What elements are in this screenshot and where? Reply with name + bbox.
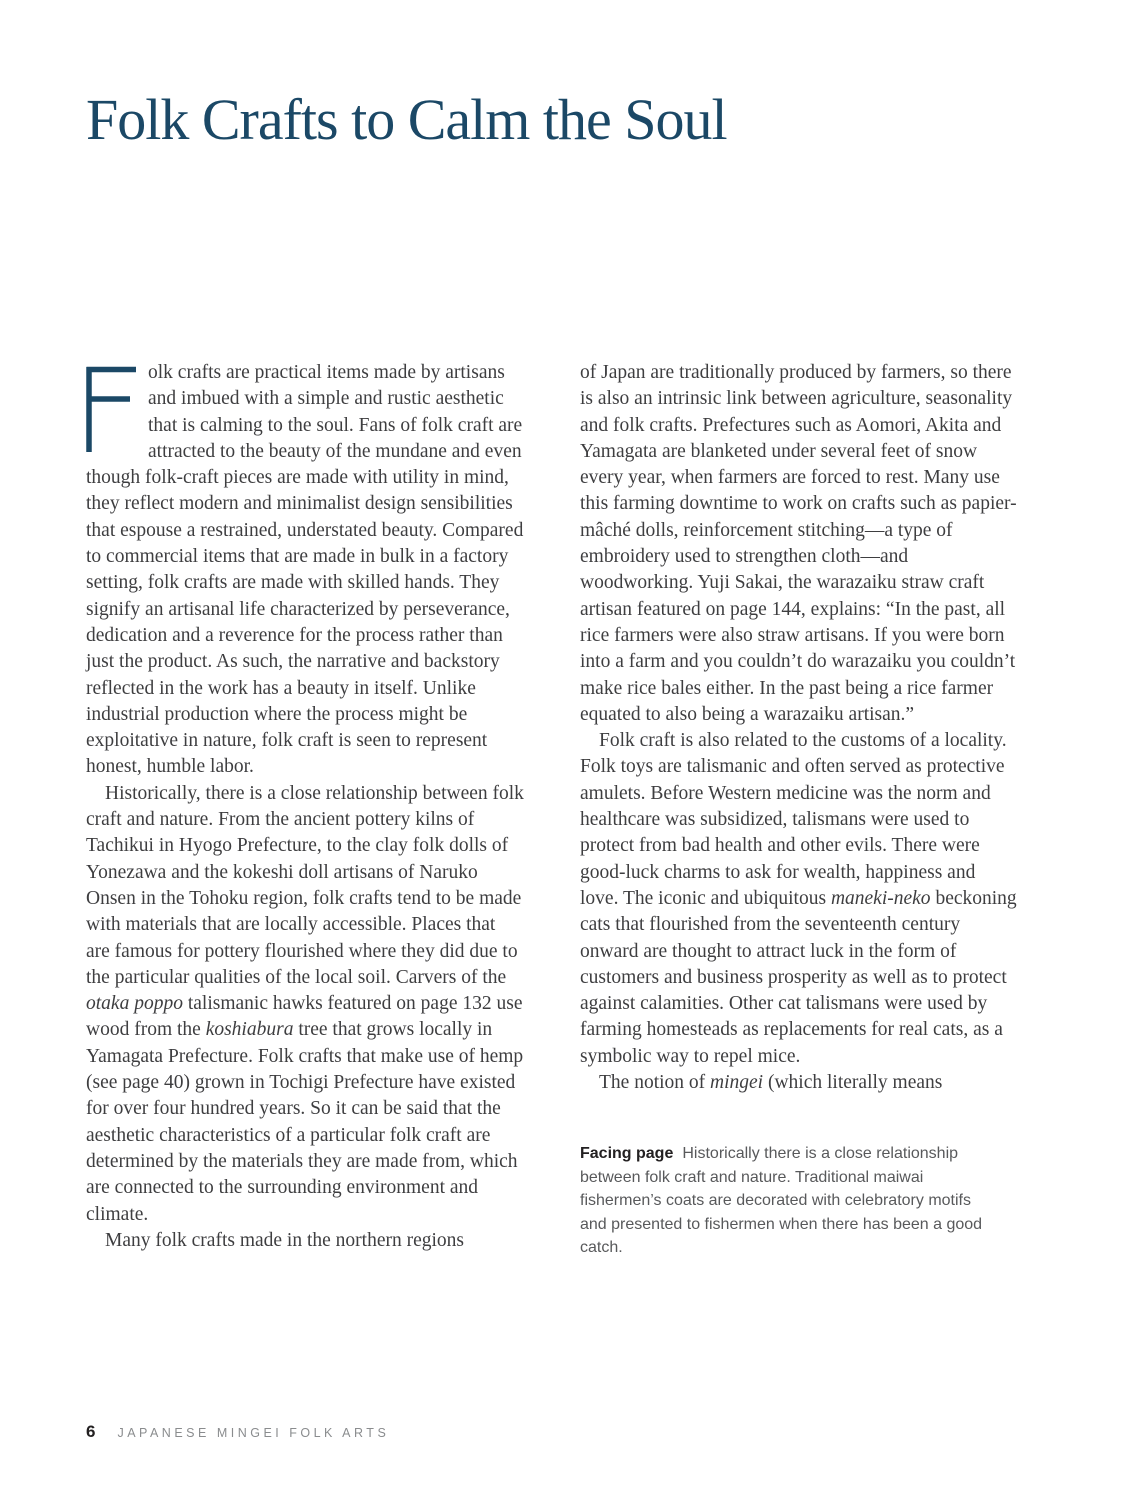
body-paragraph xyxy=(580,1070,1018,1096)
body-paragraph xyxy=(580,728,1018,1070)
text-segment: The notion of xyxy=(599,1072,711,1094)
caption-text: Historically there is a close relationship between folk craft and nature. Traditional maiwai fishermen’s coats are decorated with celebratory motifs and presented to fishermen when there has been a good catch. xyxy=(580,1145,983,1257)
text-segment: (which literally means xyxy=(763,1072,943,1094)
text-segment: beckoning cats that flourished from the seventeenth century onward are thought to attract luck in the form of customers and business prosperity as well as to protect against calamities. Other cat talismans were used by farming homesteads as replacements for real cats, as a symbolic way to repel mice. xyxy=(580,887,1017,1067)
text-segment: Folk craft is also related to the customs of a locality. Folk toys are talismanic and often served as protective amulets. Before Western medicine was the norm and healthcare was subsidized, talismans were used to protect from bad health and other evils. There were good-luck charms to ask for wealth, happiness and love. The iconic and ubiquitous xyxy=(580,730,1007,909)
text-segment: Historically, there is a close relationship between folk craft and nature. From the ancient pottery kilns of Tachikui in Hyogo Prefecture, to the clay folk dolls of Yonezawa and the kokeshi doll artisans of Naruko Onsen in the Tohoku region, folk crafts tend to be made with materials that are locally accessible. Places that are famous for pottery flourished where they did due to the particular qualities of the local soil. Carvers of the xyxy=(86,782,524,988)
text-segment: talismanic hawks featured on page 132 use wood from the xyxy=(86,993,523,1041)
text-segment: tree that grows locally in Yamagata Prefecture. Folk crafts that make use of hemp (see page 40) grown in Tochigi Prefecture have existed for over four hundred years. So it can be said that the aesthetic characteristics of a particular folk craft are determined by the materials they are made from, which are connected to the surrounding environment and climate. xyxy=(86,1019,524,1225)
drop-cap-letter-f xyxy=(86,364,148,464)
text-segment: of Japan are traditionally produced by farmers, so there is also an intrinsic link between agriculture, seasonality and folk crafts. Prefectures such as Aomori, Akita and Yamagata are blanketed under several feet of snow every year, when farmers are forced to rest. Many use this farming downtime to work on crafts such as papier-mâché dolls, reinforcement stitching—a type of embroidery used to strengthen cloth—and woodworking. Yuji Sakai, the warazaiku straw craft artisan featured on page 144, explains: “In the past, all rice farmers were also straw artisans. If you were born into a farm and you couldn’t do warazaiku you couldn’t make rice bales either. In the past being a rice farmer equated to also being a warazaiku artisan.” xyxy=(580,362,1017,725)
running-footer-title: JAPANESE MINGEI FOLK ARTS xyxy=(117,1426,390,1440)
body-paragraph xyxy=(86,781,524,1228)
body-paragraph xyxy=(580,360,1018,728)
italic-term: maneki-neko xyxy=(830,887,931,909)
italic-term: otaka poppo xyxy=(86,993,183,1015)
body-paragraph xyxy=(86,360,524,781)
page-title: Folk Crafts to Calm the Soul xyxy=(86,87,727,152)
page-footer xyxy=(86,1422,389,1442)
column-right xyxy=(580,360,1018,1260)
text-segment: olk crafts are practical items made by artisans and imbued with a simple and rustic aesthetic that is calming to the soul. Fans of folk craft are attracted to the beauty of the mundane and even though folk-craft pieces are made with utility in mind, they reflect modern and minimalist design sensibilities that espouse a restrained, understated beauty. Compared to commercial items that are made in bulk in a factory setting, folk crafts are made with skilled hands. They signify an artisanal life characterized by perseverance, dedication and a reverence for the process rather than just the product. As such, the narrative and backstory reflected in the work has a beauty in itself. Unlike industrial production where the process might be exploitative in nature, folk craft is seen to represent honest, humble labor. xyxy=(86,362,524,778)
italic-term: mingei xyxy=(710,1072,764,1094)
body-paragraph xyxy=(86,1228,524,1254)
text-segment: Many folk crafts made in the northern regions xyxy=(105,1229,465,1251)
page-number: 6 xyxy=(86,1422,96,1441)
article-columns xyxy=(86,360,1018,1260)
column-right-text xyxy=(580,360,1018,1096)
photo-caption xyxy=(580,1142,996,1260)
italic-term: koshiabura xyxy=(205,1019,294,1041)
column-left xyxy=(86,360,524,1260)
caption-label: Facing page xyxy=(580,1145,674,1163)
